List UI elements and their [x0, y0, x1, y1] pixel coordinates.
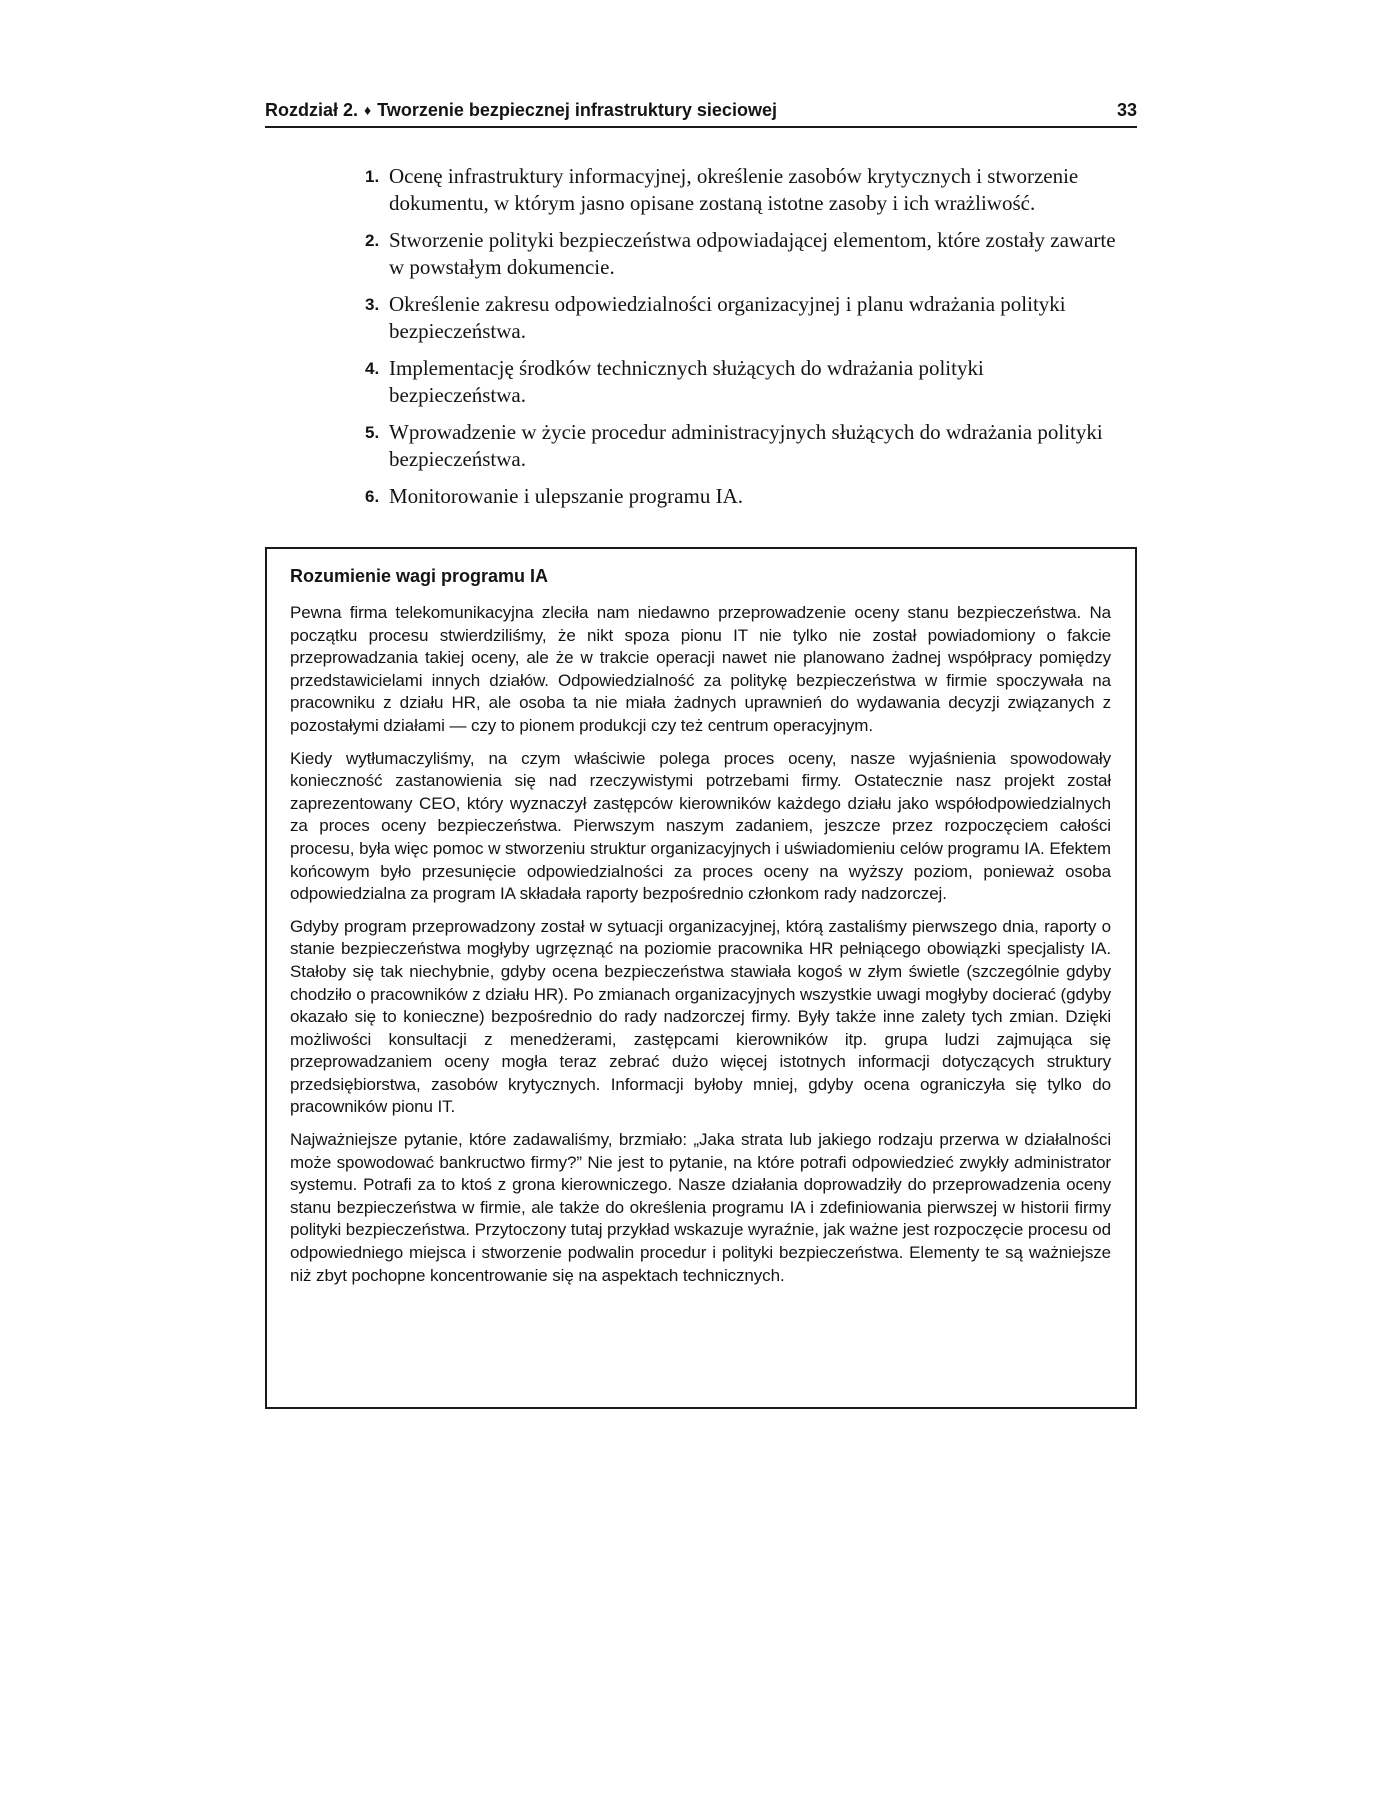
list-item-text: Określenie zakresu odpowiedzialności organizacyjnej i planu wdrażania polityki bezpieczeństwa. [389, 292, 1066, 343]
list-item [365, 355, 1125, 409]
list-item [365, 163, 1125, 217]
list-item [365, 419, 1125, 473]
chapter-label: Rozdział 2. [265, 100, 359, 120]
sidebar-box [265, 547, 1137, 1409]
diamond-separator-icon: ♦ [364, 102, 372, 118]
page-header [265, 98, 1137, 128]
running-head [265, 98, 777, 123]
list-item [365, 483, 1125, 510]
sidebar-paragraph: Najważniejsze pytanie, które zadawaliśmy, brzmiało: „Jaka strata lub jakiego rodzaju przerwa w działalności może spowodować bankructwo firmy?” Nie jest to pytanie, na które potrafi odpowiedzieć zwykły administrator systemu. Potrafi za to ktoś z grona kierowniczego. Nasze działania doprowadziły do przeprowadzenia oceny stanu bezpieczeństwa w firmie, ale także do określenia programu IA i zdefiniowania pierwszej w historii firmy polityki bezpieczeństwa. Przytoczony tutaj przykład wskazuje wyraźnie, jak ważne jest rozpoczęcie procesu od odpowiedniego miejsca i stworzenie podwalin procedur i polityki bezpieczeństwa. Elementy te są ważniejsze niż zbyt pochopne koncentrowanie się na aspektach technicznych. [290, 1130, 1111, 1285]
list-item-number: 5. [365, 423, 380, 442]
list-item-text: Ocenę infrastruktury informacyjnej, określenie zasobów krytycznych i stworzenie dokumentu, w którym jasno opisane zostaną istotne zasoby i ich wrażliwość. [389, 164, 1079, 215]
numbered-list [365, 163, 1125, 520]
list-item-text: Wprowadzenie w życie procedur administracyjnych służących do wdrażania polityki bezpieczeństwa. [389, 420, 1103, 471]
list-item [365, 291, 1125, 345]
sidebar-paragraph: Gdyby program przeprowadzony został w sytuacji organizacyjnej, którą zastaliśmy pierwszego dnia, raporty o stanie bezpieczeństwa mogłyby ugrzęznąć na poziomie pracownika HR pełniącego obowiązki specjalisty IA. Stałoby się tak niechybnie, gdyby ocena bezpieczeństwa stawiała kogoś w złym świetle (szczególnie gdyby chodziło o pracowników z działu HR). Po zmianach organizacyjnych wszystkie uwagi mogłyby docierać (gdyby okazało się to konieczne) bezpośrednio do rady nadzorczej firmy. Były także inne zalety tych zmian. Dzięki możliwości konsultacji z menedżerami, zastępcami kierowników itp. grupa ludzi zajmująca się przeprowadzaniem oceny mogła teraz zebrać dużo więcej istotnych informacji dotyczących struktury przedsiębiorstwa, zasobów krytycznych. Informacji byłoby mniej, gdyby ocena ograniczyła się tylko do pracowników pionu IT. [290, 916, 1111, 1117]
page-number: 33 [1116, 100, 1137, 120]
list-item-text: Stworzenie polityki bezpieczeństwa odpowiadającej elementom, które zostały zawarte w powstałym dokumencie. [389, 228, 1116, 279]
list-item-number: 3. [365, 295, 380, 314]
list-item-text: Monitorowanie i ulepszanie programu IA. [389, 484, 743, 508]
list-item-number: 2. [365, 231, 380, 250]
list-item-number: 4. [365, 359, 380, 378]
list-item [365, 227, 1125, 281]
sidebar-title: Rozumienie wagi programu IA [290, 566, 549, 586]
list-item-number: 6. [365, 487, 380, 506]
chapter-title: Tworzenie bezpiecznej infrastruktury sieciowej [377, 100, 777, 120]
list-item-number: 1. [365, 167, 380, 186]
sidebar-paragraph: Kiedy wytłumaczyliśmy, na czym właściwie polega proces oceny, nasze wyjaśnienia spowodowały konieczność zastanowienia się nad rzeczywistymi potrzebami firmy. Ostatecznie nasz projekt został zaprezentowany CEO, który wyznaczył zastępców kierowników każdego działu jako współodpowiedzialnych za proces oceny bezpieczeństwa. Pierwszym naszym zadaniem, jeszcze przez rozpoczęciem całości procesu, była więc pomoc w stworzeniu struktur organizacyjnych i uświadomieniu celów programu IA. Efektem końcowym było przesunięcie odpowiedzialności za proces oceny na wyższy poziom, ponieważ osoba odpowiedzialna za program IA składała raporty bezpośrednio członkom rady nadzorczej. [290, 748, 1111, 904]
sidebar-paragraph: Pewna firma telekomunikacyjna zleciła nam niedawno przeprowadzenie oceny stanu bezpieczeństwa. Na początku procesu stwierdziliśmy, że nikt spoza pionu IT nie tylko nie został powiadomiony o fakcie przeprowadzania takiej oceny, ale że w trakcie operacji nawet nie planowano żadnej współpracy pomiędzy przedstawicielami innych działów. Odpowiedzialność za politykę bezpieczeństwa w firmie spoczywała na pracowniku z działu HR, ale osoba ta nie miała żadnych uprawnień do wydawania decyzji związanych z pozostałymi działami — czy to pionem produkcji czy też centrum operacyjnym. [290, 603, 1111, 735]
list-item-text: Implementację środków technicznych służących do wdrażania polityki bezpieczeństwa. [389, 356, 984, 407]
